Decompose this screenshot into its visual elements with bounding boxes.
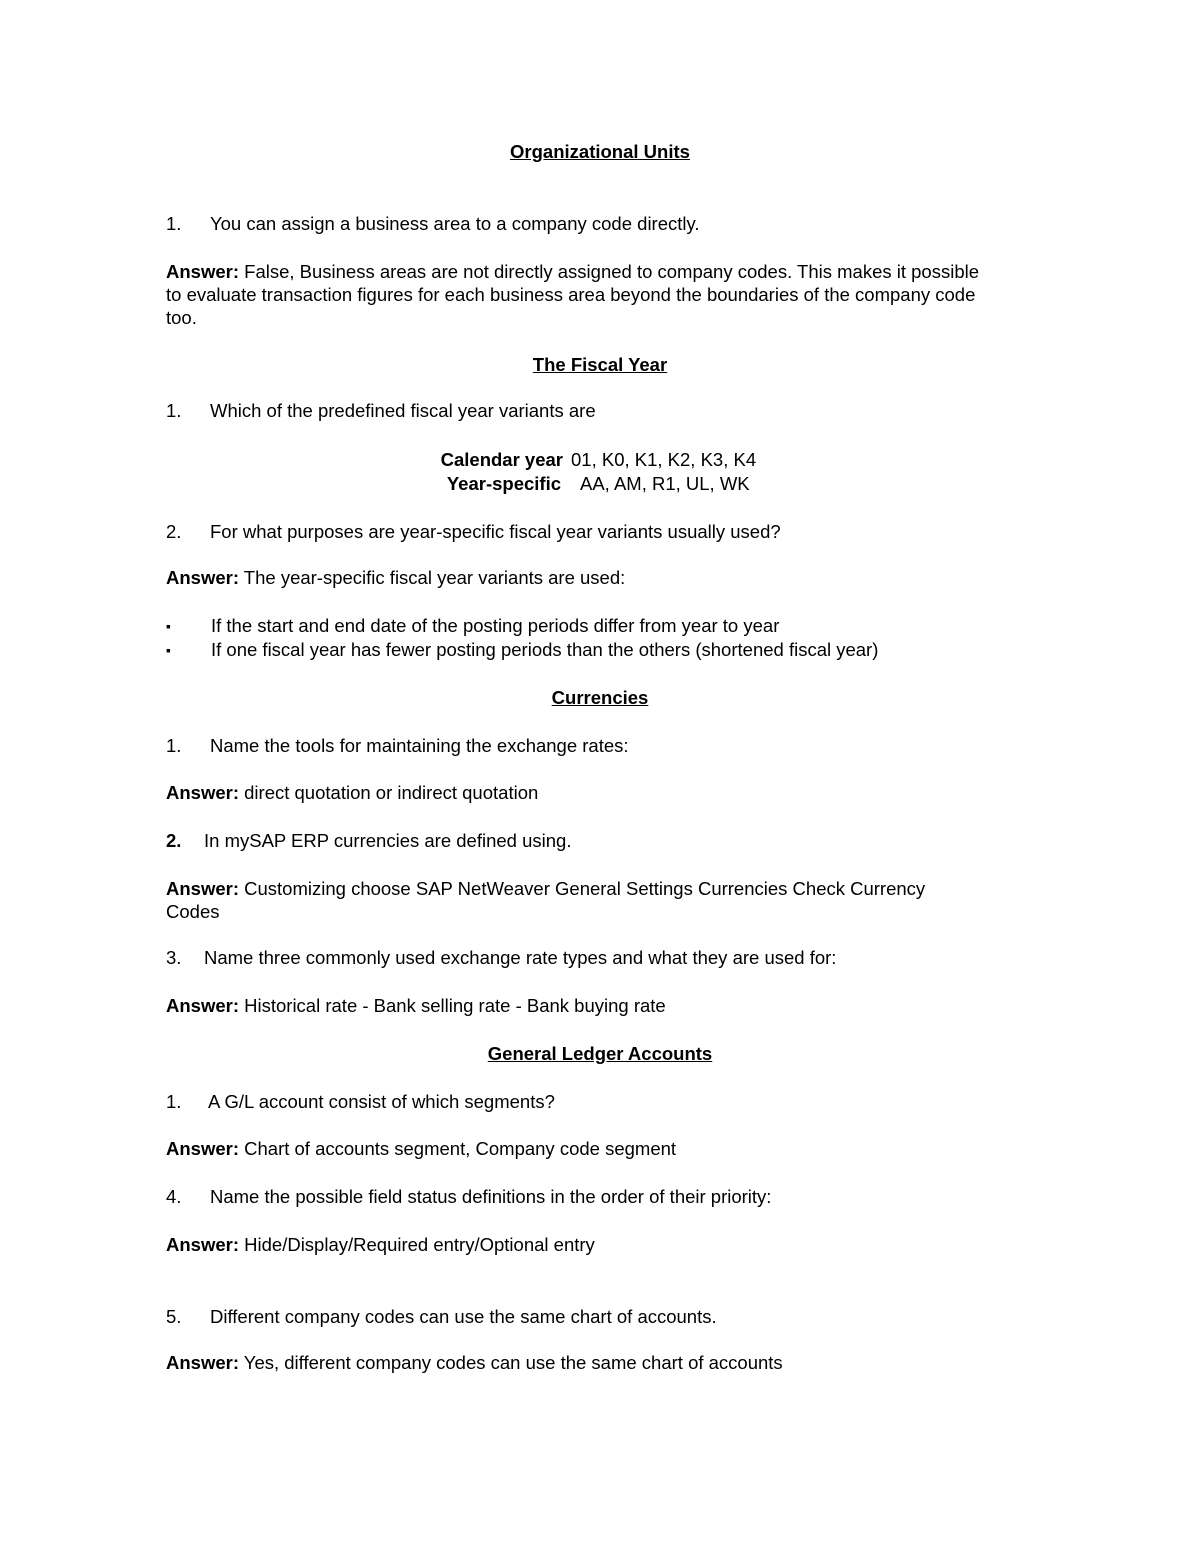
question-number: 2. — [166, 830, 182, 851]
answer-line — [166, 781, 538, 804]
variant-value-year-specific: AA, AM, R1, UL, WK — [580, 473, 750, 494]
question-number: 1. — [166, 400, 182, 421]
question-number: 4. — [166, 1186, 182, 1207]
answer-label: Answer: — [166, 1234, 239, 1255]
answer-label: Answer: — [166, 261, 239, 282]
section-heading-currencies: Currencies — [551, 687, 649, 708]
answer-text: Hide/Display/Required entry/Optional entry — [239, 1234, 595, 1255]
section-heading-general-ledger-accounts: General Ledger Accounts — [487, 1043, 713, 1064]
answer-text: False, Business areas are not directly assigned to company codes. This makes it possible — [239, 261, 980, 282]
answer-line — [166, 1137, 676, 1160]
answer-line — [166, 994, 666, 1017]
question-text: Different company codes can use the same chart of accounts. — [210, 1306, 717, 1327]
answer-line — [166, 1233, 595, 1256]
answer-label: Answer: — [166, 1352, 239, 1373]
answer-label: Answer: — [166, 878, 239, 899]
section-heading-organizational-units: Organizational Units — [510, 141, 690, 162]
answer-text: The year-specific fiscal year variants are used: — [239, 567, 626, 588]
variant-value-calendar-year: 01, K0, K1, K2, K3, K4 — [571, 449, 757, 470]
variant-label-year-specific: Year-specific — [446, 473, 561, 494]
question-text: Which of the predefined fiscal year variants are — [210, 400, 596, 421]
bullet-text: If the start and end date of the posting periods differ from year to year — [211, 615, 780, 636]
bullet-text: If one fiscal year has fewer posting periods than the others (shortened fiscal year) — [211, 639, 879, 660]
question-text: For what purposes are year-specific fiscal year variants usually used? — [210, 521, 781, 542]
answer-line — [166, 1351, 783, 1374]
question-number: 1. — [166, 213, 182, 234]
bullet-marker: ▪ — [166, 618, 171, 634]
answer-label: Answer: — [166, 567, 239, 588]
answer-line — [166, 877, 925, 900]
answer-text: Customizing choose SAP NetWeaver General Settings Currencies Check Currency — [239, 878, 926, 899]
question-number: 3. — [166, 947, 182, 968]
question-number: 1. — [166, 1091, 182, 1112]
answer-text: Historical rate - Bank selling rate - Bank buying rate — [239, 995, 666, 1016]
answer-line — [166, 566, 625, 589]
answer-text: direct quotation or indirect quotation — [239, 782, 539, 803]
question-text: Name the tools for maintaining the exchange rates: — [210, 735, 629, 756]
answer-line — [166, 260, 979, 283]
question-text: A G/L account consist of which segments? — [208, 1091, 555, 1112]
section-heading-fiscal-year: The Fiscal Year — [532, 354, 668, 375]
answer-label: Answer: — [166, 782, 239, 803]
answer-label: Answer: — [166, 1138, 239, 1159]
answer-text-line: too. — [166, 307, 197, 328]
variant-label-calendar-year: Calendar year — [440, 449, 563, 470]
question-text: Name three commonly used exchange rate types and what they are used for: — [204, 947, 837, 968]
question-number: 2. — [166, 521, 182, 542]
answer-label: Answer: — [166, 995, 239, 1016]
question-number: 5. — [166, 1306, 182, 1327]
bullet-marker: ▪ — [166, 642, 171, 658]
answer-text-line: Codes — [166, 901, 220, 922]
question-text: In mySAP ERP currencies are defined using. — [204, 830, 572, 851]
answer-text-line: to evaluate transaction figures for each business area beyond the boundaries of the company code — [166, 284, 976, 305]
question-number: 1. — [166, 735, 182, 756]
question-text: You can assign a business area to a company code directly. — [210, 213, 700, 234]
question-text: Name the possible field status definitions in the order of their priority: — [210, 1186, 772, 1207]
answer-text: Yes, different company codes can use the same chart of accounts — [239, 1352, 783, 1373]
answer-text: Chart of accounts segment, Company code segment — [239, 1138, 677, 1159]
